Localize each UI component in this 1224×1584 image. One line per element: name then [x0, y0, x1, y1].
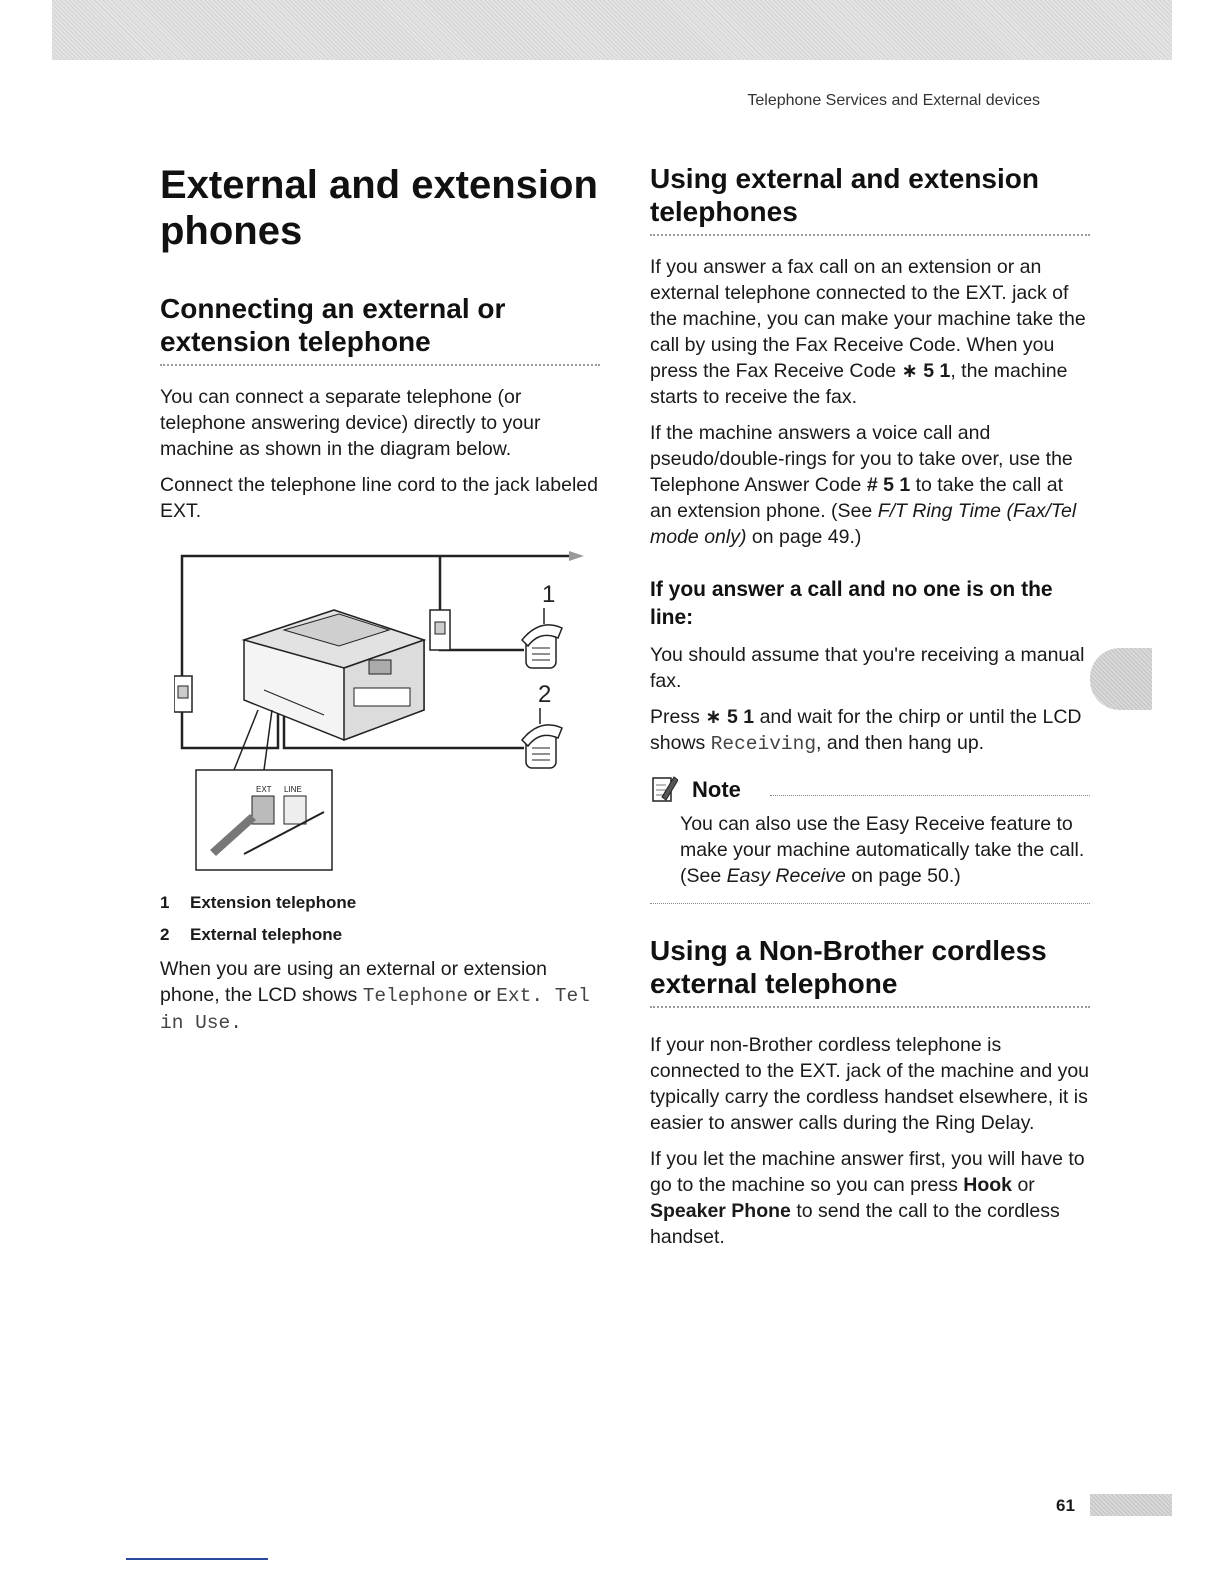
section-title-non-brother: Using a Non-Brother cordless external telephone — [650, 935, 1047, 999]
note-end-rule — [650, 903, 1090, 904]
subheading-no-one-on-line: If you answer a call and no one is on the line: — [650, 578, 1053, 629]
extension-telephone-icon — [522, 625, 562, 668]
hook-key: Hook — [963, 1174, 1013, 1196]
note-title: Note — [692, 777, 741, 802]
diagram-label-1: 1 — [542, 581, 556, 608]
external-telephone-icon — [522, 725, 562, 768]
inset-ext-label: EXT — [256, 785, 272, 794]
note-pencil-icon — [652, 775, 678, 803]
section-rule — [650, 1006, 1090, 1008]
paragraph-press-code: Press ∗ 5 1 and wait for the chirp or until the LCD shows Receiving, and then hang up. — [650, 706, 1082, 755]
cross-reference-ft-ring-time: F/T Ring Time (Fax/Tel mode only) — [650, 500, 1077, 548]
section-rule — [650, 234, 1090, 236]
connection-diagram — [174, 550, 594, 878]
left-column — [160, 162, 600, 1046]
right-column — [650, 162, 1090, 1260]
telephone-answer-code: # 5 1 — [866, 474, 911, 496]
note-rule — [770, 795, 1090, 796]
extension-wall-jack-icon — [430, 610, 450, 650]
machine-line-wire — [182, 705, 278, 748]
diagram-label-2: 2 — [538, 681, 552, 708]
paragraph-manual-fax: You should assume that you're receiving a manual fax. — [650, 644, 1085, 692]
cross-reference-easy-receive: Easy Receive — [726, 865, 846, 887]
legend-item: 2 External telephone — [160, 925, 343, 944]
inset-line-label: LINE — [284, 785, 302, 794]
bottom-rule — [126, 1558, 268, 1560]
lcd-text-telephone: Telephone — [362, 985, 469, 1007]
section-title-connecting: Connecting an external or extension telephone — [160, 293, 506, 357]
paragraph-cordless-hook: If you let the machine answer first, you will have to go to the machine so you can press Hook or Speaker Phone to send the call to the cordless handset. — [650, 1148, 1085, 1248]
press-code: ∗ 5 1 — [705, 706, 755, 728]
paragraph-connect-intro: You can connect a separate telephone (or telephone answering device) directly to your machine as shown in the diagram below. — [160, 386, 541, 460]
page-number: 61 — [1056, 1496, 1075, 1515]
paragraph-lcd-shows: When you are using an external or extension phone, the LCD shows Telephone or Ext. Tel in Use. — [160, 958, 590, 1034]
chapter-tab — [1090, 648, 1152, 710]
line-arrow-icon — [569, 551, 584, 561]
section-rule — [160, 364, 600, 366]
extension-phone-wire — [440, 628, 524, 650]
note-header — [650, 773, 1090, 807]
section-title-using-external: Using external and extension telephones — [650, 163, 1039, 227]
ext-jack-inset — [196, 710, 332, 870]
paragraph-cordless-intro: If your non-Brother cordless telephone is connected to the EXT. jack of the machine and you typically carry the cordless handset elsewhere, it is easier to answer calls during the Ring Delay. — [650, 1034, 1090, 1134]
legend-item: 1 Extension telephone — [160, 893, 357, 912]
header-band — [52, 0, 1172, 60]
lcd-text-ext-tel: Ext. Tel in Use. — [160, 985, 590, 1034]
main-wall-jack-icon — [174, 676, 192, 712]
page-number-band — [1090, 1494, 1172, 1516]
paragraph-connect-cord: Connect the telephone line cord to the jack labeled EXT. — [160, 474, 598, 522]
paragraph-fax-receive-code: If you answer a fax call on an extension or an external telephone connected to the EXT. jack of the machine, you can make your machine take the call by using the Fax Receive Code. When you press the Fax Receive Code ∗ 5 1, the machine starts to receive the fax. — [650, 256, 1086, 408]
paragraph-answer-code: If the machine answers a voice call and pseudo/double-rings for you to take over, use the Telephone Answer Code # 5 1 to take the call at an extension phone. (See F/T Ring Time (Fax/Tel mode only) on page 49.) — [650, 422, 1077, 548]
chapter-title: External and extension phones — [160, 163, 598, 253]
lcd-text-receiving: Receiving — [710, 733, 817, 755]
fax-receive-code: ∗ 5 1 — [901, 360, 951, 382]
speaker-phone-key: Speaker Phone — [650, 1200, 791, 1222]
running-head: Telephone Services and External devices — [747, 92, 1040, 109]
note-body: You can also use the Easy Receive feature to make your machine automatically take the call. (See Easy Receive on page 50.) — [680, 813, 1085, 887]
